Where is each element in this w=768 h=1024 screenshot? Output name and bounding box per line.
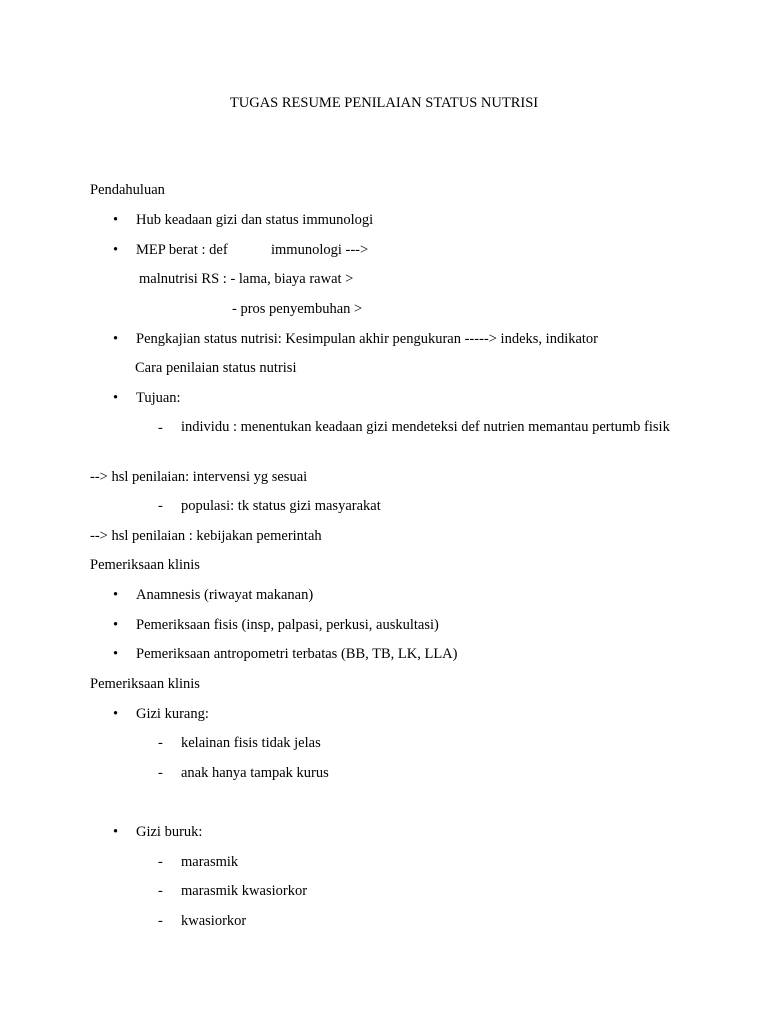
list-item-mep-immunologi: immunologi --->	[271, 242, 369, 258]
bullet-icon: •	[113, 390, 119, 406]
text-hsl-penilaian-2: --> hsl penilaian : kebijakan pemerintah	[90, 528, 322, 544]
dash-icon: -	[158, 913, 163, 929]
bullet-icon: •	[113, 617, 119, 633]
dash-icon: -	[158, 498, 163, 514]
document-title: TUGAS RESUME PENILAIAN STATUS NUTRISI	[229, 95, 539, 111]
list-item-gizi-buruk: Gizi buruk:	[136, 824, 203, 840]
list-item-kwasiorkor: kwasiorkor	[181, 913, 247, 929]
list-item-tujuan: Tujuan:	[136, 390, 181, 406]
dash-icon: -	[158, 883, 163, 899]
list-item-mep-berat: MEP berat : def	[136, 242, 228, 258]
text-malnutrisi-rs: malnutrisi RS : - lama, biaya rawat >	[139, 271, 354, 287]
dash-icon: -	[158, 735, 163, 751]
bullet-icon: •	[113, 587, 119, 603]
list-item-hub-keadaan: Hub keadaan gizi dan status immunologi	[136, 212, 374, 228]
bullet-icon: •	[113, 646, 119, 662]
list-item-marasmik-kwasiorkor: marasmik kwasiorkor	[181, 883, 308, 899]
dash-icon: -	[158, 420, 163, 436]
list-item-pengkajian: Pengkajian status nutrisi: Kesimpulan akhir pengukuran -----> indeks, indikator	[136, 331, 599, 347]
list-item-gizi-kurang: Gizi kurang:	[136, 706, 209, 722]
list-item-pemeriksaan-fisis: Pemeriksaan fisis (insp, palpasi, perkusi, auskultasi)	[136, 617, 439, 633]
bullet-icon: •	[113, 706, 119, 722]
text-pros-penyembuhan: - pros penyembuhan >	[232, 301, 363, 317]
section-heading-pemeriksaan-klinis: Pemeriksaan klinis	[90, 557, 200, 573]
list-item-kelainan-fisis: kelainan fisis tidak jelas	[181, 735, 321, 751]
list-item-anak-kurus: anak hanya tampak kurus	[181, 765, 329, 781]
bullet-icon: •	[113, 824, 119, 840]
bullet-icon: •	[113, 212, 119, 228]
dash-icon: -	[158, 765, 163, 781]
text-hsl-penilaian-1: --> hsl penilaian: intervensi yg sesuai	[90, 469, 308, 485]
section-heading-pendahuluan: Pendahuluan	[90, 182, 165, 198]
list-item-antropometri: Pemeriksaan antropometri terbatas (BB, TB, LK, LLA)	[136, 646, 458, 662]
text-cara-penilaian: Cara penilaian status nutrisi	[135, 360, 297, 376]
list-item-anamnesis: Anamnesis (riwayat makanan)	[136, 587, 314, 603]
list-item-individu: individu : menentukan keadaan gizi mendeteksi def nutrien memantau pertumb fisik	[181, 419, 670, 435]
list-item-populasi: populasi: tk status gizi masyarakat	[181, 498, 381, 514]
list-item-marasmik: marasmik	[181, 854, 239, 870]
bullet-icon: •	[113, 242, 119, 258]
dash-icon: -	[158, 854, 163, 870]
bullet-icon: •	[113, 331, 119, 347]
section-heading-pemeriksaan-klinis-2: Pemeriksaan klinis	[90, 676, 200, 692]
